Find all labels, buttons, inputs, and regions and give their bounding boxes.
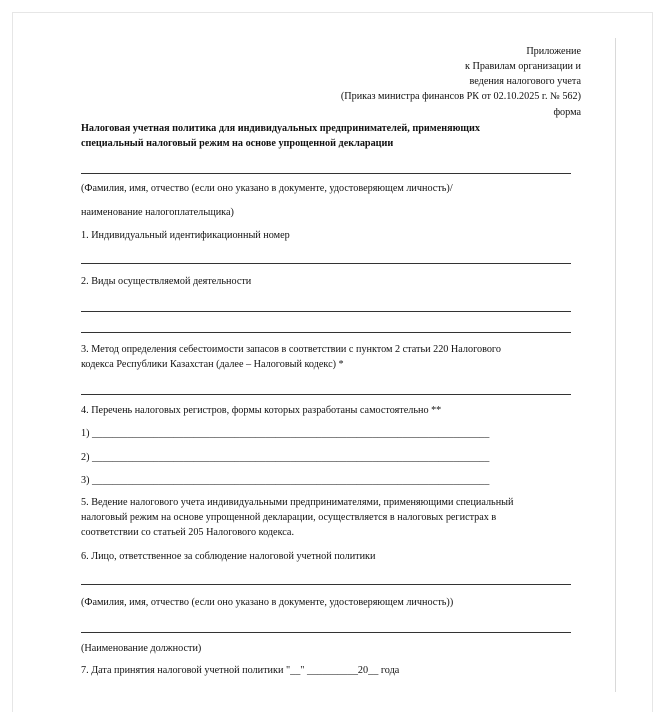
- position-field[interactable]: [81, 632, 571, 633]
- responsible-person-name-field[interactable]: [81, 584, 571, 585]
- cost-method-field[interactable]: [81, 394, 571, 395]
- item-7-adoption-date[interactable]: 7. Дата принятия налоговой учетной политики "__" __________20__ года: [81, 665, 400, 676]
- appendix-rules-line: к Правилам организации и: [464, 61, 581, 72]
- item-2-activities: 2. Виды осуществляемой деятельности: [81, 276, 252, 287]
- item-3-cost-method-line2: кодекса Республики Казахстан (далее – Налоговый кодекс) *: [81, 359, 344, 370]
- form-label: форма: [553, 107, 581, 118]
- item-5-line2: налоговый режим на основе упрощенной декларации, осуществляется в налоговых регистрах в: [81, 512, 497, 523]
- register-field-3[interactable]: 3) ______________________________________________________________________________: [81, 475, 490, 486]
- item-1-iin: 1. Индивидуальный идентификационный номер: [81, 230, 290, 241]
- appendix-label: Приложение: [526, 46, 581, 57]
- taxpayer-name-caption: наименование налогоплательщика): [81, 207, 234, 218]
- iin-field[interactable]: [81, 263, 571, 264]
- appendix-tax-line: ведения налогового учета: [469, 76, 581, 87]
- document-title-line1: Налоговая учетная политика для индивидуальных предпринимателей, применяющих: [81, 123, 480, 134]
- register-field-1[interactable]: 1) ______________________________________________________________________________: [81, 428, 490, 439]
- item-6-responsible-person: 6. Лицо, ответственное за соблюдение налоговой учетной политики: [81, 551, 376, 562]
- fio-caption: (Фамилия, имя, отчество (если оно указано в документе, удостоверяющем личность)/: [81, 183, 453, 194]
- order-reference: (Приказ министра финансов РК от 02.10.2025 г. № 562): [340, 91, 581, 102]
- activities-field-2[interactable]: [81, 332, 571, 333]
- document-title-line2: специальный налоговый режим на основе упрощенной декларации: [81, 138, 394, 149]
- page-edge-divider: [615, 38, 616, 692]
- position-caption: (Наименование должности): [81, 643, 202, 654]
- activities-field-1[interactable]: [81, 311, 571, 312]
- item-3-cost-method-line1: 3. Метод определения себестоимости запасов в соответствии с пунктом 2 статьи 220 Налогового: [81, 344, 501, 355]
- register-field-2[interactable]: 2) ______________________________________________________________________________: [81, 452, 490, 463]
- item-4-registers: 4. Перечень налоговых регистров, формы которых разработаны самостоятельно **: [81, 405, 442, 416]
- item-5-line1: 5. Ведение налогового учета индивидуальными предпринимателями, применяющими специальный: [81, 497, 514, 508]
- fio-caption-2: (Фамилия, имя, отчество (если оно указано в документе, удостоверяющем личность)): [81, 597, 454, 608]
- item-5-line3: соответствии со статьей 205 Налогового кодекса.: [81, 527, 294, 538]
- taxpayer-name-field[interactable]: [81, 173, 571, 174]
